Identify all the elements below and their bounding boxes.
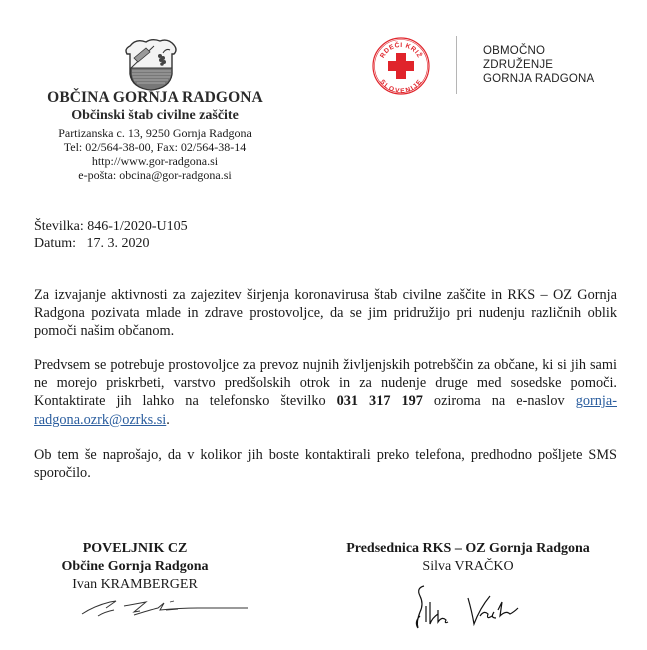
website-link[interactable]: http://www.gor-radgona.si [91, 154, 219, 168]
reference-date [34, 236, 150, 252]
org-line-2: ZDRUŽENJE [483, 59, 554, 71]
department-name: Občinski štab civilne zaščite [71, 108, 239, 123]
municipality-name: OBČINA GORNJA RADGONA [47, 89, 263, 106]
address: Partizanska c. 13, 9250 Gornja Radgona [58, 126, 252, 140]
paragraph-2-middle: oziroma na e-naslov [422, 393, 576, 410]
paragraph-2 [34, 356, 617, 429]
signer-name: Ivan KRAMBERGER [72, 577, 198, 592]
signer-title: POVELJNIK CZ [82, 541, 188, 556]
signer-org: Občine Gornja Radgona [61, 559, 209, 574]
signature-block-left [40, 540, 230, 594]
email-address: e-pošta: obcina@gor-radgona.si [78, 168, 232, 182]
handwritten-signature-left [80, 596, 255, 618]
reference-number: Številka: 846-1/2020-U105 [34, 219, 188, 234]
handwritten-signature-right [410, 582, 525, 632]
phone-number: 031 317 197 [336, 393, 423, 410]
red-cross-logo [371, 36, 431, 96]
signature-block-right [318, 540, 618, 576]
coat-of-arms-icon [122, 36, 180, 92]
email-link[interactable]: gornja-radgona.ozrk@ozrks.si [34, 393, 617, 428]
phone-fax: Tel: 02/564-38-00, Fax: 02/564-38-14 [63, 140, 247, 154]
org-line-3: GORNJA RADGONA [483, 73, 595, 85]
paragraph-2-end: . [166, 411, 170, 428]
date-value: 17. 3. 2020 [86, 236, 150, 251]
logo-bottom-text: SLOVENIJE [378, 78, 424, 96]
paragraph-2-text: Predvsem se potrebuje prostovoljce za prevoz nujnih življenjskih potrebščin za občane, ki si jih sami ne morejo priskrbeti, varstvo predšolskih otrok in za nudenje druge med sosedske pomoči. Kontaktirate jih lahko na telefonsko številko [34, 357, 617, 410]
date-label: Datum: [34, 236, 76, 251]
paragraph-3: Ob tem še naprošajo, da v kolikor jih boste kontaktirali preko telefona, predhodno pošljete SMS sporočilo. [34, 447, 617, 482]
logo-top-text: RDEČI KRIŽ [379, 41, 423, 60]
divider [456, 36, 457, 94]
signer-name: Silva VRAČKO [422, 559, 514, 574]
signer-title: Predsednica RKS – OZ Gornja Radgona [346, 541, 590, 556]
paragraph-1: Za izvajanje aktivnosti za zajezitev širjenja koronavirusa štab civilne zaščite in RKS – OZ Gornja Radgona pozivata mlade in zdrave prostovoljce, da se jim pridružijo pri nudenju različnih oblik pomoči našim občanom. [34, 287, 617, 340]
org-line-1: OBMOČNO [483, 45, 546, 57]
